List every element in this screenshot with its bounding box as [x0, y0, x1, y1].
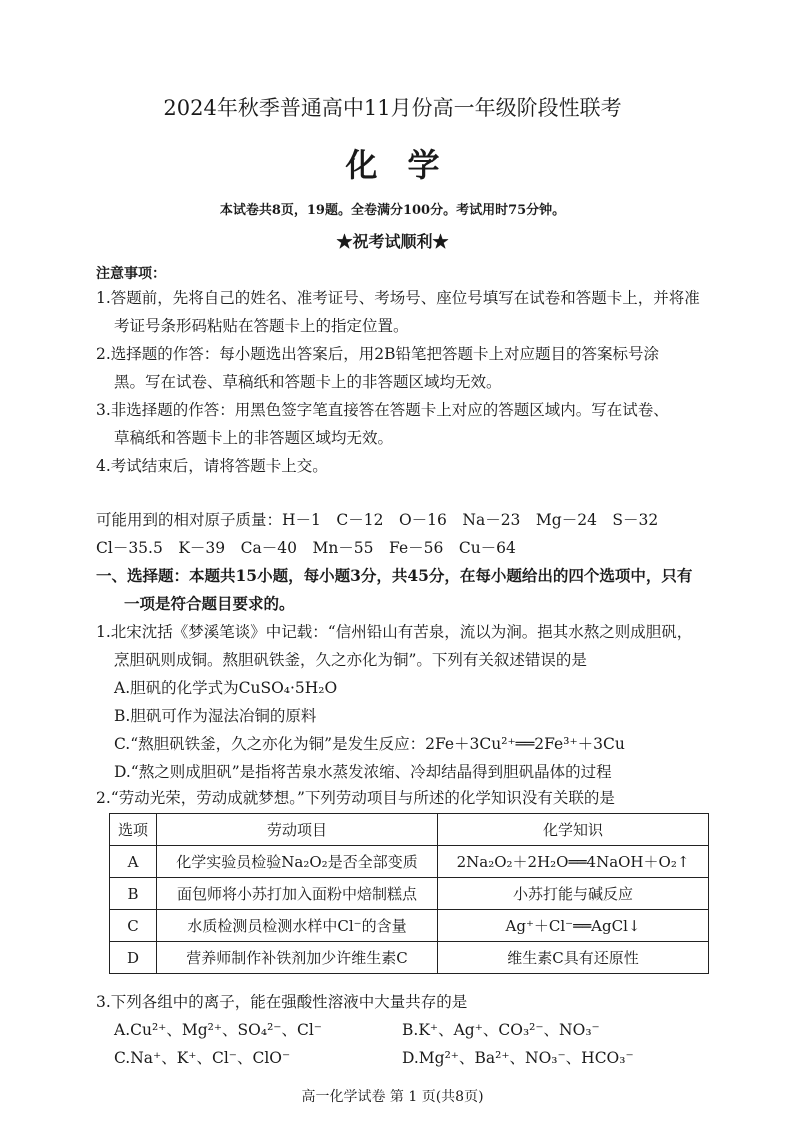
table-header: 化学知识 [438, 814, 709, 846]
blessing: ★祝考试顺利★ [336, 232, 449, 251]
q3-option-b: B.K⁺、Ag⁺、CO₃²⁻、NO₃⁻ [402, 1021, 600, 1039]
q1-option-a: A.胆矾的化学式为CuSO₄·5H₂O [114, 679, 338, 697]
q3-option-a: A.Cu²⁺、Mg²⁺、SO₄²⁻、Cl⁻ [114, 1021, 322, 1039]
table-header: 劳动项目 [157, 814, 438, 846]
q1-stem-cont: 烹胆矾则成铜。熬胆矾铁釜，久之亦化为铜”。下列有关叙述错误的是 [114, 651, 587, 669]
q1-option-c: C.“熬胆矾铁釜，久之亦化为铜”是发生反应：2Fe＋3Cu²⁺══2Fe³⁺＋3Cu [114, 735, 625, 753]
table-cell: 维生素C具有还原性 [438, 942, 709, 974]
table-cell: A [110, 846, 157, 878]
table-cell: 面包师将小苏打加入面粉中焙制糕点 [157, 878, 438, 910]
note-item: 2.选择题的作答：每小题选出答案后，用2B铅笔把答题卡上对应题目的答案标号涂 [96, 345, 660, 363]
notes-heading: 注意事项： [96, 266, 166, 282]
table-cell: 水质检测员检测水样中Cl⁻的含量 [157, 910, 438, 942]
table-row [110, 878, 709, 910]
table-cell: 化学实验员检验Na₂O₂是否全部变质 [157, 846, 438, 878]
table-cell: B [110, 878, 157, 910]
table-header-row [110, 814, 709, 846]
table-cell: 营养师制作补铁剂加少许维生素C [157, 942, 438, 974]
q3-option-d: D.Mg²⁺、Ba²⁺、NO₃⁻、HCO₃⁻ [402, 1049, 634, 1067]
table-row [110, 910, 709, 942]
table-cell: Ag⁺＋Cl⁻══AgCl↓ [438, 910, 709, 942]
q3-option-c: C.Na⁺、K⁺、Cl⁻、ClO⁻ [114, 1049, 291, 1067]
q2-table [109, 813, 709, 974]
q1-option-b: B.胆矾可作为湿法冶铜的原料 [114, 707, 317, 725]
exam-info: 本试卷共8页，19题。全卷满分100分。考试用时75分钟。 [219, 203, 566, 218]
atomic-mass-line-1: 可能用到的相对原子质量：H－1 C－12 O－16 Na－23 Mg－24 S－32 [96, 511, 659, 529]
q1-option-d: D.“熬之则成胆矾”是指将苦泉水蒸发浓缩、冷却结晶得到胆矾晶体的过程 [114, 763, 612, 781]
page-footer: 高一化学试卷 第 1 页(共8页) [301, 1089, 484, 1105]
table-cell: D [110, 942, 157, 974]
table-header: 选项 [110, 814, 157, 846]
q2-stem: 2.“劳动光荣，劳动成就梦想。”下列劳动项目与所述的化学知识没有关联的是 [96, 789, 615, 807]
subject-title: 化学 [345, 146, 470, 184]
note-item: 3.非选择题的作答：用黑色签字笔直接答在答题卡上对应的答题区域内。写在试卷、 [96, 401, 669, 419]
note-item: 考证号条形码粘贴在答题卡上的指定位置。 [114, 317, 409, 335]
note-item: 1.答题前，先将自己的姓名、准考证号、考场号、座位号填写在试卷和答题卡上，并将准 [96, 289, 700, 307]
note-item: 黑。写在试卷、草稿纸和答题卡上的非答题区域均无效。 [114, 373, 502, 391]
atomic-mass-line-2: Cl－35.5 K－39 Ca－40 Mn－55 Fe－56 Cu－64 [96, 539, 516, 557]
table-cell: C [110, 910, 157, 942]
q3-stem: 3.下列各组中的离子，能在强酸性溶液中大量共存的是 [96, 993, 468, 1011]
note-item: 草稿纸和答题卡上的非答题区域均无效。 [114, 429, 394, 447]
table-row [110, 846, 709, 878]
q1-stem: 1.北宋沈括《梦溪笔谈》中记载：“信州铅山有苦泉，流以为涧。挹其水熬之则成胆矾， [96, 623, 693, 641]
exam-title: 2024年秋季普通高中11月份高一年级阶段性联考 [163, 96, 622, 120]
section-heading: 一、选择题：本题共15小题，每小题3分，共45分，在每小题给出的四个选项中，只有 [96, 566, 693, 585]
section-heading-cont: 一项是符合题目要求的。 [124, 594, 295, 613]
note-item: 4.考试结束后，请将答题卡上交。 [96, 457, 328, 475]
table-cell: 2Na₂O₂＋2H₂O══4NaOH＋O₂↑ [438, 846, 709, 878]
table-cell: 小苏打能与碱反应 [438, 878, 709, 910]
table-row [110, 942, 709, 974]
